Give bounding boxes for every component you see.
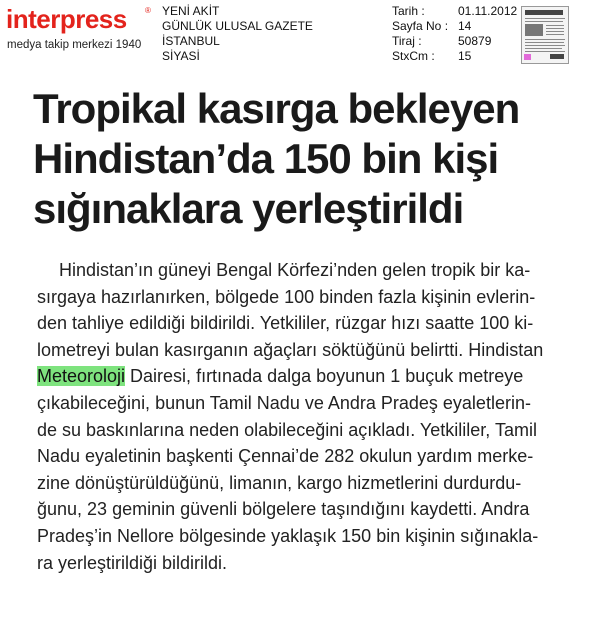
highlighted-keyword: Meteoroloji xyxy=(37,366,126,387)
stxcm-label: StxCm : xyxy=(392,49,435,63)
clip-location-marker xyxy=(524,54,531,60)
body-line xyxy=(37,363,599,390)
date-label: Tarih : xyxy=(392,4,425,18)
body-line: den tahliye edildiği bildirildi. Yetkililer, rüzgar hızı saatte 100 ki- xyxy=(37,313,534,334)
body-line: Nadu eyaletinin başkenti Çennai’de 282 okulun yardım merke- xyxy=(37,446,534,467)
article-headline xyxy=(33,84,593,234)
headline-line-2: Hindistan’da 150 bin kişi xyxy=(33,135,499,182)
headline-line-3: sığınaklara yerleştirildi xyxy=(33,185,464,232)
interpress-logo xyxy=(6,6,154,54)
article-body xyxy=(37,257,599,576)
logo-wordmark: interpress xyxy=(6,4,127,34)
logo-tagline: medya takip merkezi 1940 xyxy=(7,39,142,51)
newspaper-city: İSTANBUL xyxy=(162,34,220,48)
body-line: sırgaya hazırlanırken, bölgede 100 binden fazla kişinin evlerin- xyxy=(37,286,536,307)
circulation-value: 50879 xyxy=(458,34,492,48)
page-row xyxy=(392,19,517,34)
body-line: ra yerleştirildiği bildirildi. xyxy=(37,552,228,573)
page-value: 14 xyxy=(458,19,472,33)
body-line: çıkabileceğini, bunun Tamil Nadu ve Andra Pradeş eyaletlerin- xyxy=(37,392,531,413)
registered-mark: ® xyxy=(145,6,151,15)
body-line: Hindistan’ın güneyi Bengal Körfezi’nden gelen tropik bir ka- xyxy=(59,260,531,280)
date-row xyxy=(392,4,517,19)
body-line: de su baskınlarına neden olabileceğini açıkladı. Yetkililer, Tamil xyxy=(37,419,537,440)
body-line: ğunu, 23 geminin güvenli bölgelere taşındığını kaydetti. Andra xyxy=(37,499,530,520)
newspaper-name: YENİ AKİT xyxy=(162,4,220,18)
headline-line-1: Tropikal kasırga bekleyen xyxy=(33,85,520,132)
stxcm-row xyxy=(392,49,517,64)
page-thumbnail[interactable] xyxy=(521,6,569,64)
clip-metadata xyxy=(392,4,517,64)
circulation-row xyxy=(392,34,517,49)
page-label: Sayfa No : xyxy=(392,19,449,33)
body-line: lometreyi bulan kasırganın ağaçları söktüğünü belirtti. Hindistan xyxy=(37,339,544,360)
date-value: 01.11.2012 xyxy=(458,4,518,18)
publication-info xyxy=(162,4,313,64)
newspaper-section: SİYASİ xyxy=(162,49,200,63)
body-line: Pradeş’in Nellore bölgesinde yaklaşık 150 bin kişinin sığınakla- xyxy=(37,525,539,546)
body-line: zine dönüştürüldüğünü, limanın, kargo hizmetlerini durdurdu- xyxy=(37,472,522,493)
newspaper-type: GÜNLÜK ULUSAL GAZETE xyxy=(162,19,313,33)
circulation-label: Tiraj : xyxy=(392,34,422,48)
stxcm-value: 15 xyxy=(458,49,472,63)
body-line-rest: Dairesi, fırtınada dalga boyunun 1 buçuk metreye xyxy=(125,366,524,387)
